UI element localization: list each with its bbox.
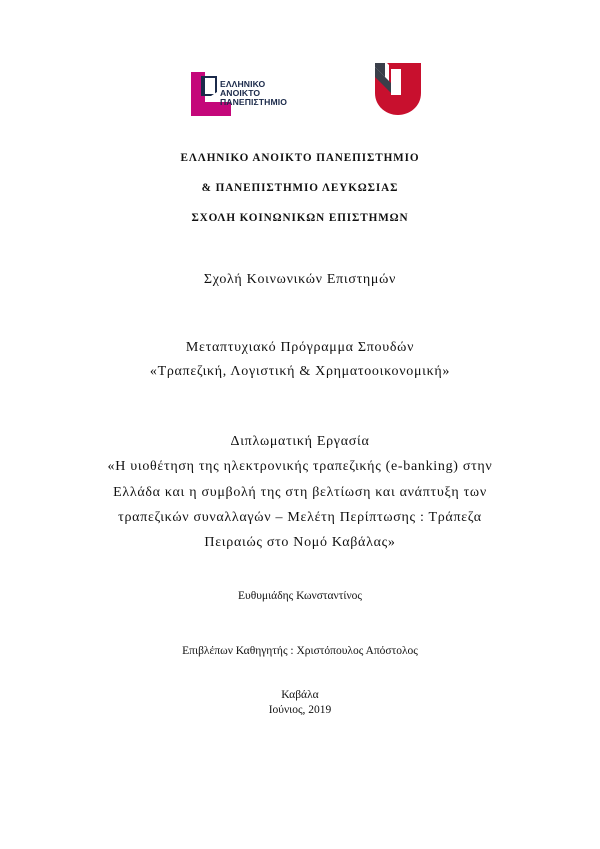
date: Ιούνιος, 2019 (268, 704, 332, 716)
institution-line-3: ΣΧΟΛΗ ΚΟΙΝΩΝΙΚΩΝ ΕΠΙΣΤΗΜΩΝ (191, 212, 409, 224)
place: Καβάλα (281, 689, 319, 701)
school-name: Σχολή Κοινωνικών Επιστημών (203, 272, 397, 287)
program-name: «Τραπεζική, Λογιστική & Χρηματοοικονομική» (149, 364, 451, 379)
hou-logo-line3: ΠΑΝΕΠΙΣΤΗΜΙΟ (220, 96, 287, 107)
hou-logo-text (220, 80, 287, 106)
program-title: Μεταπτυχιακό Πρόγραμμα Σπουδών (185, 340, 415, 355)
thesis-heading: Διπλωματική Εργασία (230, 434, 370, 449)
university-of-nicosia-logo (375, 63, 421, 115)
unic-shield-icon (375, 63, 421, 115)
thesis-title-line-1: «Η υιοθέτηση της ηλεκτρονικής τραπεζικής (e-banking) στην (107, 459, 493, 474)
thesis-title-line-3: τραπεζικών συναλλαγών – Μελέτη Περίπτωσης : Τράπεζα (118, 510, 482, 525)
institution-line-2: & ΠΑΝΕΠΙΣΤΗΜΙΟ ΛΕΥΚΩΣΙΑΣ (201, 182, 399, 194)
hellenic-open-university-logo (191, 72, 303, 116)
institution-line-1: ΕΛΛΗΝΙΚΟ ΑΝΟΙΚΤΟ ΠΑΝΕΠΙΣΤΗΜΙΟ (180, 152, 420, 164)
thesis-title-line-4: Πειραιώς στο Νομό Καβάλας» (204, 535, 396, 550)
supervisor-name: Επιβλέπων Καθηγητής : Χριστόπουλος Απόστολος (182, 645, 418, 657)
author-name: Ευθυμιάδης Κωνσταντίνος (238, 590, 362, 602)
hou-logo-line1: ΕΛΛΗΝΙΚΟ (220, 79, 266, 89)
thesis-title-line-2: Ελλάδα και η συμβολή της στη βελτίωση και ανάπτυξη των (113, 485, 487, 500)
hou-logo-line2: ΑΝΟΙΚΤΟ (220, 87, 261, 98)
